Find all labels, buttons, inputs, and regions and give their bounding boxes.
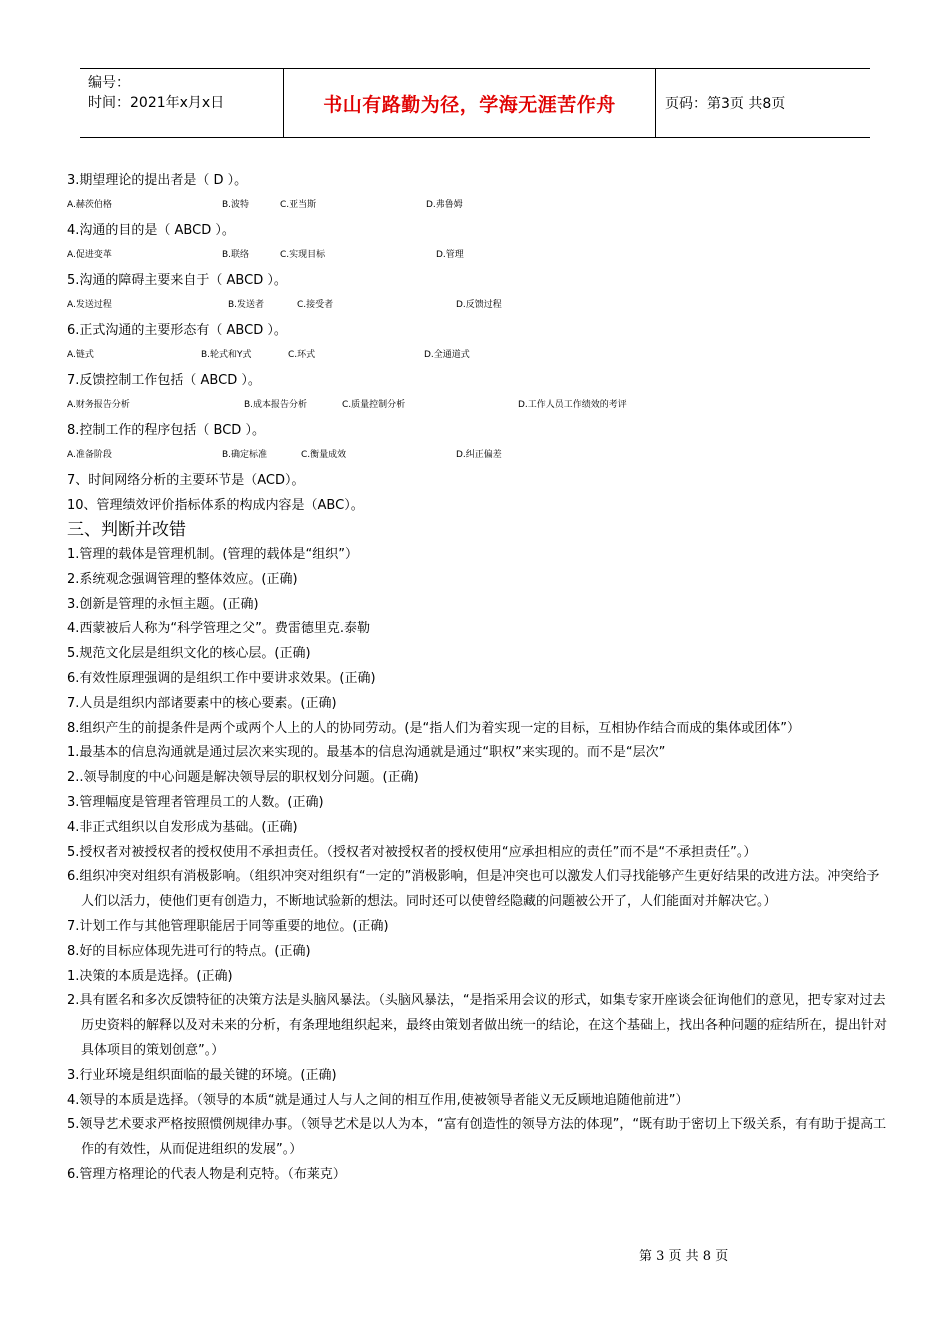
mc-options: [67, 293, 887, 318]
header-motto: 书山有路勤为径，学海无涯苦作舟: [283, 69, 656, 137]
list-item: 6.组织冲突对组织有消极影响。（组织冲突对组织有“一定的”消极影响，但是冲突也可以激发人们寻找能够产生更好结果的改进方法。冲突给予人们以活力，使他们更有创造力，不断地试验新的想法。同时还可以使曾经隐藏的问题被公开了，人们能面对并解决它。）: [67, 869, 880, 910]
list-item: 7.人员是组织内部诸要素中的核心要素。(正确): [67, 695, 337, 711]
mc-option: D.弗鲁姆: [426, 200, 463, 210]
list-item: 8.组织产生的前提条件是两个或两个人上的人的协同劳动。(是“指人们为着实现一定的目标，互相协作结合而成的集体或团体”）: [67, 720, 800, 736]
document-body: [67, 168, 887, 1188]
mc-option: C.衡量成效: [301, 450, 347, 460]
mc-option: A.促进变革: [67, 250, 112, 260]
list-item: 7.计划工作与其他管理职能居于同等重要的地位。(正确): [67, 918, 389, 934]
extra-question: 7、时间网络分析的主要环节是（ACD）。: [67, 473, 305, 488]
document-number-label: 编号：: [88, 75, 130, 91]
list-item: 1.决策的本质是选择。(正确): [67, 968, 233, 984]
mc-options: [67, 393, 887, 418]
mc-options: [67, 343, 887, 368]
mc-options: [67, 443, 887, 468]
mc-question: 8.控制工作的程序包括（ BCD ）。: [67, 423, 265, 438]
mc-option: D.纠正偏差: [456, 450, 502, 460]
mc-option: C.质量控制分析: [342, 400, 406, 410]
list-item: 2..领导制度的中心问题是解决领导层的职权划分问题。(正确): [67, 770, 419, 786]
mc-option: B.发送者: [228, 300, 265, 310]
mc-option: B.成本报告分析: [244, 400, 308, 410]
mc-option: A.赫茨伯格: [67, 200, 112, 210]
list-item: 3.创新是管理的永恒主题。(正确): [67, 596, 259, 612]
list-item: 6.有效性原理强调的是组织工作中要讲求效果。(正确): [67, 670, 376, 686]
header-left-cell: [80, 69, 283, 137]
section-title: 三、判断并改错: [67, 520, 186, 540]
list-item: 8.好的目标应体现先进可行的特点。(正确): [67, 943, 311, 959]
page-footer: 第 3 页 共 8 页: [639, 1249, 729, 1264]
mc-question: 5.沟通的障碍主要来自于（ ABCD ）。: [67, 273, 287, 288]
mc-question: 3.期望理论的提出者是（ D ）。: [67, 173, 248, 188]
mc-option: B.确定标准: [222, 450, 268, 460]
mc-options: [67, 243, 887, 268]
list-item: 2.系统观念强调管理的整体效应。(正确): [67, 571, 298, 587]
mc-question: 7.反馈控制工作包括（ ABCD ）。: [67, 373, 261, 388]
list-item: 4.非正式组织以自发形成为基础。(正确): [67, 819, 298, 835]
list-item: 4.西蒙被后人称为“科学管理之父”。费雷德里克.泰勒: [67, 621, 371, 637]
mc-option: D.管理: [436, 250, 464, 260]
mc-option: C.实现目标: [280, 250, 326, 260]
mc-option: D.工作人员工作绩效的考评: [518, 400, 627, 410]
mc-option: C.接受者: [297, 300, 334, 310]
judgment-list: [67, 543, 887, 1188]
header-page-label: 页码：第3页 共8页: [665, 96, 786, 112]
mc-option: A.准备阶段: [67, 450, 112, 460]
mc-option: C.亚当斯: [280, 200, 317, 210]
mc-option: A.链式: [67, 350, 94, 360]
extra-question: 10、管理绩效评价指标体系的构成内容是（ABC）。: [67, 498, 364, 513]
list-item: 5.规范文化层是组织文化的核心层。(正确): [67, 646, 311, 662]
mc-option: B.轮式和Y式: [201, 350, 252, 360]
mc-option: C.环式: [288, 350, 316, 360]
list-item: 1.管理的载体是管理机制。(管理的载体是“组织”）: [67, 547, 358, 562]
list-item: 2.具有匿名和多次反馈特征的决策方法是头脑风暴法。（头脑风暴法，“是指采用会议的形式，如集专家开座谈会征询他们的意见，把专家对过去历史资料的解释以及对未来的分析，有条理地组织起来，最终由策划者做出统一的结论，在这个基础上，找出各种问题的症结所在，提出针对具体项目的策划创意”。）: [67, 993, 888, 1058]
mc-option: A.发送过程: [67, 300, 112, 310]
mc-options: [67, 193, 887, 218]
mc-option: A.财务报告分析: [67, 400, 130, 410]
mc-option: B.联络: [222, 250, 250, 260]
mc-question: 4.沟通的目的是（ ABCD ）。: [67, 223, 235, 238]
list-item: 6.管理方格理论的代表人物是利克特。（布莱克）: [67, 1166, 346, 1182]
list-item: 3.管理幅度是管理者管理员工的人数。(正确): [67, 794, 324, 810]
list-item: 4.领导的本质是选择。（领导的本质“就是通过人与人之间的相互作用,使被领导者能义无反顾地追随他前进”）: [67, 1092, 689, 1108]
document-date-label: 时间：2021年x月x日: [88, 95, 225, 111]
list-item: 5.领导艺术要求严格按照惯例规律办事。（领导艺术是以人为本，“富有创造性的领导方法的体现”，“既有助于密切上下级关系，有有助于提高工作的有效性，从而促进组织的发展”。）: [67, 1117, 887, 1158]
page-header: [80, 68, 870, 138]
list-item: 1.最基本的信息沟通就是通过层次来实现的。最基本的信息沟通就是通过“职权”来实现的。而不是“层次”: [67, 745, 666, 761]
mc-question: 6.正式沟通的主要形态有（ ABCD ）。: [67, 323, 287, 338]
list-item: 5.授权者对被授权者的授权使用不承担责任。（授权者对被授权者的授权使用“应承担相应的责任”而不是“不承担责任”。）: [67, 844, 757, 860]
mc-option: D.全通道式: [424, 350, 470, 360]
mc-option: B.波特: [222, 200, 250, 210]
list-item: 3.行业环境是组织面临的最关键的环境。(正确): [67, 1067, 337, 1083]
mc-option: D.反馈过程: [456, 300, 502, 310]
